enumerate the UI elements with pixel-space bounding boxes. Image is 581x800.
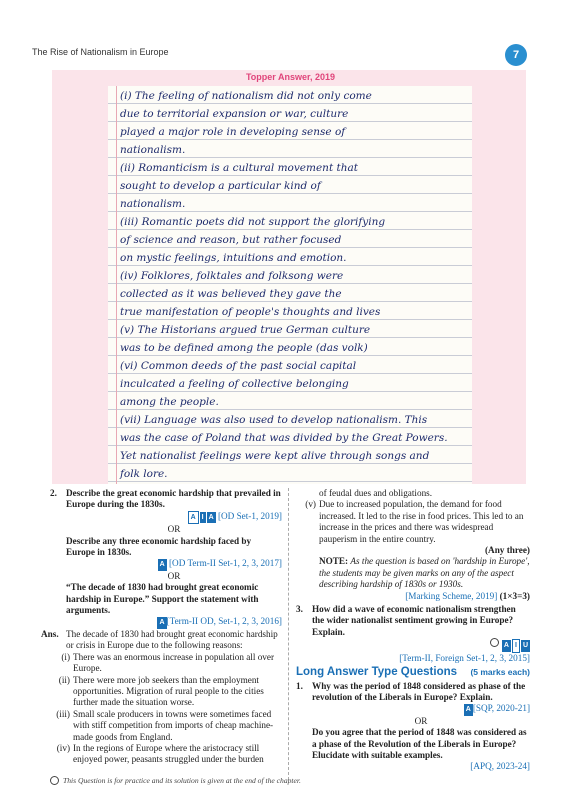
or-label: OR (167, 524, 181, 535)
handwritten-line: true manifestation of people's thoughts and lives (120, 306, 381, 318)
question-source-tag: A I U [Term-II, Foreign Set-1, 2, 3, 2015] (312, 638, 530, 664)
question-source-tag: A [OD Term-II Set-1, 2, 3, 2017] (66, 558, 282, 570)
or-label: OR (414, 715, 428, 726)
handwritten-line: (iv) Folklores, folktales and folksong were (120, 270, 344, 282)
long-question-1: 1. Why was the period of 1848 considered as phase of the revolution of the Liberals in Europe? Explain. A [SQP, 2020-21] OR Do you agree that the period of 1848 was considered as a phase of the Revolution of the Liberals in Europe? Elucidate with suitable examples. [APQ, 2023-24] (296, 680, 530, 772)
alternate-question: Do you agree that the period of 1848 was considered as a phase of the Revolution of the Liberals in Europe? Elucidate with suitable examples. (312, 727, 527, 760)
answer-item-text: In the regions of Europe where the aristocracy still enjoyed power, peasants struggled under the burden (73, 742, 264, 765)
answer-items (50, 652, 282, 766)
handwritten-line: (ii) Romanticism is a cultural movement that (120, 162, 358, 174)
practice-icon (490, 638, 499, 647)
handwritten-line: collected as it was believed they gave the (120, 288, 342, 300)
handwritten-line: Yet nationalist feelings were kept alive through songs and (120, 450, 430, 462)
question-text: Why was the period of 1848 considered as phase of the revolution of the Liberals in Europe? Explain. (312, 680, 526, 702)
answer-item-text: Due to increased population, the demand for food increased. It led to the rise in food prices. This led to an increase in the prices and there was widespread pauperism in the entire country. (319, 499, 524, 544)
question-text: Describe the great economic hardship that prevailed in Europe during the 1830s. (66, 488, 281, 510)
question-number: 2. (50, 488, 57, 498)
handwritten-line: sought to develop a particular kind of (120, 180, 321, 192)
badge-a: A (158, 559, 167, 570)
question-2 (50, 488, 282, 629)
answer-item: (iv) In the regions of Europe where the aristocracy still enjoyed power, peasants struggled under the burden (50, 743, 282, 766)
handwritten-line: folk lore. (120, 468, 168, 480)
handwritten-line: (i) The feeling of nationalism did not only come (120, 90, 372, 102)
badge-i: I (200, 512, 206, 523)
answer-item: (iii) Small scale producers in towns were sometimes faced with stiff competition from imports of cheap machine-made goods from England. (50, 709, 282, 743)
alternate-question: “The decade of 1830 had brought great economic hardship in Europe.” Support the statement with arguments. (66, 582, 259, 616)
answer-intro: The decade of 1830 had brought great economic hardship or crisis in Europe due to the following reasons: (66, 628, 278, 651)
right-column (296, 488, 530, 773)
handwritten-line: (vi) Common deeds of the past social capital (120, 360, 357, 372)
marking-scheme-tag: [Marking Scheme, 2019] (1×3=3) (405, 590, 530, 601)
handwritten-line: due to territorial expansion or war, culture (120, 108, 349, 120)
question-3: 3. How did a wave of economic nationalism strengthen the wider nationalist sentiment growing in Europe? Explain. A I U [Term-II, Foreign Set-1, 2, 3, 2015] (296, 604, 530, 663)
alternate-question: Describe any three economic hardship faced by Europe in 1830s. (66, 535, 252, 558)
answer-item-text: Small scale producers in towns were sometimes faced with stiff competition from imports of cheap machine-made goods from England. (73, 708, 274, 742)
question-text: How did a wave of economic nationalism strengthen the wider nationalist sentiment growing in Europe? Explain. (312, 604, 516, 637)
handwritten-line: (v) The Historians argued true German culture (120, 324, 371, 336)
footer-note: This Question is for practice and its solution is given at the end of the chapter. (50, 776, 301, 785)
answer-item: (i) There was an enormous increase in population all over Europe. (50, 652, 282, 675)
practice-icon (50, 776, 59, 785)
badge-a: A (157, 617, 166, 628)
badge-i: I (512, 639, 520, 652)
handwritten-line: nationalism. (120, 198, 186, 210)
answer-label: Ans. (41, 628, 59, 639)
badge-a: A (464, 704, 473, 715)
handwritten-sheet (108, 86, 472, 484)
handwritten-line: played a major role in developing sense of (120, 126, 346, 138)
sheet-margin-line (116, 86, 117, 484)
answer-item: (v) Due to increased population, the demand for food increased. It led to the rise in food prices. This led to an increase in the prices and there was widespread pauperism in the entire country. (296, 499, 530, 545)
badge-a: A (502, 640, 511, 651)
handwritten-line: nationalism. (120, 144, 186, 156)
handwritten-line: (iii) Romantic poets did not support the glorifying (120, 216, 386, 228)
handwritten-line: was the case of Poland that was divided by the Great Powers. (120, 432, 448, 444)
handwritten-line: inculcated a feeling of collective belonging (120, 378, 349, 390)
handwritten-line: of science and reason, but rather focused (120, 234, 342, 246)
badge-a: A (188, 511, 199, 524)
answer-item-text: There were more job seekers than the employment opportunities. Migration of rural people to the cities further made the situation worse. (73, 674, 264, 708)
page-header-title: The Rise of Nationalism in Europe (32, 47, 169, 57)
topper-answer-title: Topper Answer, 2019 (245, 72, 336, 82)
column-divider (288, 488, 289, 780)
answer-item-text: There was an enormous increase in population all over Europe. (73, 651, 275, 674)
handwritten-line: was to be defined among the people (das volk) (120, 342, 368, 354)
page-number: 7 (505, 44, 527, 66)
left-column (41, 488, 282, 766)
handwritten-line: on mystic feelings, intuitions and emotion. (120, 252, 347, 264)
handwritten-line: among the people. (120, 396, 219, 408)
answer-continuation: of feudal dues and obligations. (319, 488, 433, 498)
question-source-tag: A [SQP, 2020-21] (312, 703, 530, 715)
badge-a: A (207, 512, 216, 523)
question-source-tag: [APQ, 2023-24] (470, 761, 530, 772)
any-three-label: (Any three) (485, 545, 530, 556)
section-heading: Long Answer Type Questions (5 marks each) (296, 666, 530, 679)
answer-item: (ii) There were more job seekers than the employment opportunities. Migration of rural people to the cities further made the situation worse. (50, 675, 282, 709)
answer (41, 629, 282, 652)
handwritten-line: (vii) Language was also used to develop nationalism. This (120, 414, 428, 426)
badge-u: U (521, 640, 530, 651)
question-source-tag: A [Term-II OD, Set-1, 2, 3, 2016] (66, 616, 282, 628)
note: NOTE: As the question is based on 'hardship in Europe', the students may be given marks on any of the aspect describing hardship of 1830s or 1930s. (319, 556, 530, 590)
or-label: OR (167, 570, 181, 581)
question-source-tag: A I A [OD Set-1, 2019] (66, 511, 282, 524)
